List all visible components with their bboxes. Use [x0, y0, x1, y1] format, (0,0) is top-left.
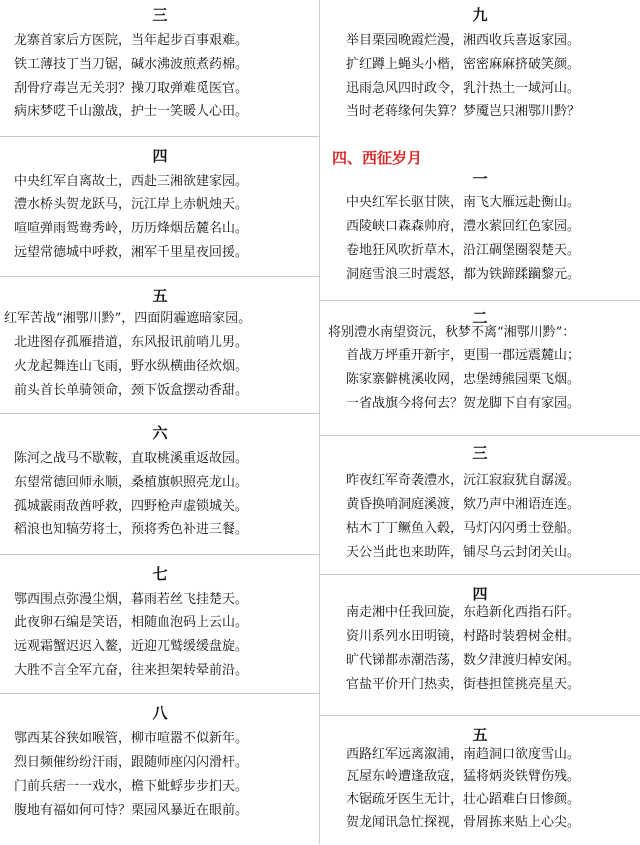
poem-line: 西陵峡口森森帅府，澧水萦回红色家园。 [346, 219, 581, 234]
poem-line: 西路红军远离溆浦，南趋洞口欲度雪山。 [346, 747, 581, 762]
poem-line: 稻浪也知犒劳将士，预将秀色补进三餐。 [14, 522, 249, 537]
poem-line: 前头首长单骑领命，颈下饭盒摆动香甜。 [14, 383, 249, 398]
poem-line: 喧喧弹雨鸳鸯秀岭，历历烽烟岳麓名山。 [14, 221, 249, 236]
poem-section-7 [0, 554, 320, 693]
poem-line: 首战万坪重开新宇，更围一郡远震麓山； [346, 348, 581, 363]
poem-line: 鄂西围点弥漫尘烟，暮雨若丝飞挂楚天。 [14, 592, 249, 607]
poem-line: 龙寨首家后方医院，当年起步百事艰难。 [14, 33, 249, 48]
section-number: 五 [472, 726, 488, 744]
poem-line: 此夜卵石编是笑语，相随血泡码上云山。 [14, 615, 249, 630]
right-column [320, 0, 640, 844]
poem-line: 旷代锑都赤潮浩荡，数夕津渡归棹安闲。 [346, 653, 581, 668]
poem-line: 鄂西某谷狭如喉管，柳市喧嚣不似新年。 [14, 731, 249, 746]
section-number: 一 [472, 170, 488, 188]
section-number: 五 [152, 287, 168, 305]
poem-section-3 [0, 0, 320, 135]
poem-line: 黄昏换哨洞庭溪渡，欸乃声中湘语连连。 [346, 497, 581, 512]
section-number: 八 [152, 704, 168, 722]
poem-line: 瓦屋东岭遭逢敌寇，猛将炳炎铁臂伤残。 [346, 769, 581, 784]
poem-section-8 [0, 693, 320, 845]
poem-line: 南走湘中任我回旋，东趋新化西指石阡。 [346, 605, 581, 620]
poem-line: 腹地有福如何可恃？栗园风暴近在眼前。 [14, 803, 249, 818]
poem-line: 陈河之战马不歇鞍，直取桃溪重返故园。 [14, 451, 249, 466]
poem-line: 北进图存孤雁措道，东风报讯前哨儿男。 [14, 335, 249, 350]
poem-line: 远观霜蟹迟迟入鳌，近迎兀鹫缓缓盘旋。 [14, 639, 249, 654]
poem-line: 枯木丁丁鳜鱼入毂，马灯闪闪勇士登船。 [346, 521, 581, 536]
poem-line: 远望常德城中呼救，湘军千里星夜回援。 [14, 245, 249, 260]
poem-line: 澧水桥头贺龙跃马，沅江岸上赤帆烛天。 [14, 197, 249, 212]
poem-line: 中央红军自离故土，西赴三湘欲建家园。 [14, 174, 249, 189]
poem-line: 孤城霰雨敌酋呼救，四野枪声虚锁城关。 [14, 499, 249, 514]
poem-line: 洞庭雪浪三时震怒，都为铁蹄蹂躏黎元。 [346, 267, 581, 282]
poem-line: 东望常德回师永顺，桑植旗帜照亮龙山。 [14, 475, 249, 490]
chapter-heading: 四、西征岁月 [332, 149, 423, 167]
poem-section-6 [0, 413, 320, 554]
section-number: 七 [152, 565, 168, 583]
poem-line: 一省战旗今将何去？贺龙脚下自有家园。 [346, 396, 581, 411]
poem-section-west-3 [320, 435, 640, 574]
poem-section-west-1 [320, 136, 640, 299]
poem-line: 贺龙闻讯急忙探视，骨屑拣来贴上心尖。 [346, 815, 581, 830]
poem-line: 病床梦呓千山激战，护士一笑暖人心田。 [14, 104, 249, 119]
poem-line: 将别澧水南望资沅，秋梦不离“湘鄂川黔”： [328, 325, 576, 340]
poem-section-west-5 [320, 715, 640, 845]
poem-line: 陈家寨僻桃溪收网，忠堡缚熊园栗飞烟。 [346, 372, 581, 387]
poem-line: 卷地狂风吹折草木，沿江碉堡圈裂楚天。 [346, 243, 581, 258]
poem-line: 资川系列水田明镜，村路时装碧树金柑。 [346, 629, 581, 644]
poem-section-west-2 [320, 300, 640, 435]
poem-section-west-4 [320, 574, 640, 715]
poem-line: 门前兵痞一一戏水，檐下蚍蜉步步扪天。 [14, 779, 249, 794]
section-number: 四 [472, 585, 488, 603]
left-column [0, 0, 320, 844]
section-number: 四 [152, 147, 168, 165]
poem-line: 举目栗园晚霞烂漫，湘西收兵喜返家园。 [346, 33, 581, 48]
poem-line: 当时老蒋缘何失算？梦魇岂只湘鄂川黔？ [346, 104, 581, 119]
poem-line: 火龙起舞连山飞雨，野水纵横曲径炊烟。 [14, 359, 249, 374]
poem-line: 迅雨急风四时政令，乳汁热土一域河山。 [346, 81, 581, 96]
poem-line: 昨夜红军奇袭澧水，沅江寂寂犹自潺湲。 [346, 473, 581, 488]
poem-line: 中央红军长驱甘陕，南飞大雁远赴衡山。 [346, 195, 581, 210]
poem-line: 天公当此也来助阵，铺尽乌云封闭关山。 [346, 545, 581, 560]
section-number: 三 [472, 444, 488, 462]
section-number: 九 [472, 6, 488, 24]
poem-line: 红军苦战“湘鄂川黔”，四面阴霾遮暗家园。 [4, 311, 252, 326]
poem-line: 扩红蹲上蝇头小楷，密密麻麻挤破笑颜。 [346, 57, 581, 72]
poem-line: 官盐平价开门热卖，街巷担筐挑亮星天。 [346, 677, 581, 692]
section-number: 六 [152, 424, 168, 442]
section-number: 三 [152, 6, 168, 24]
poem-section-4 [0, 136, 320, 276]
poem-line: 烈日频催纷纷汗雨，跟随师座闪闪滑杆。 [14, 755, 249, 770]
poem-line: 木锯疏牙医生无计，壮心蹈难白日惨颜。 [346, 792, 581, 807]
poem-section-9 [320, 0, 640, 135]
poem-line: 铁工薄技丁当刀锯，碱水沸波煎煮药棉。 [14, 57, 249, 72]
poem-section-5 [0, 276, 320, 413]
poem-line: 刮骨疗毒岂无关羽？操刀取弹难觅医官。 [14, 81, 249, 96]
section-number: 二 [472, 309, 488, 327]
poem-line: 大胜不言全军亢奋，往来担架转晕前沿。 [14, 663, 249, 678]
